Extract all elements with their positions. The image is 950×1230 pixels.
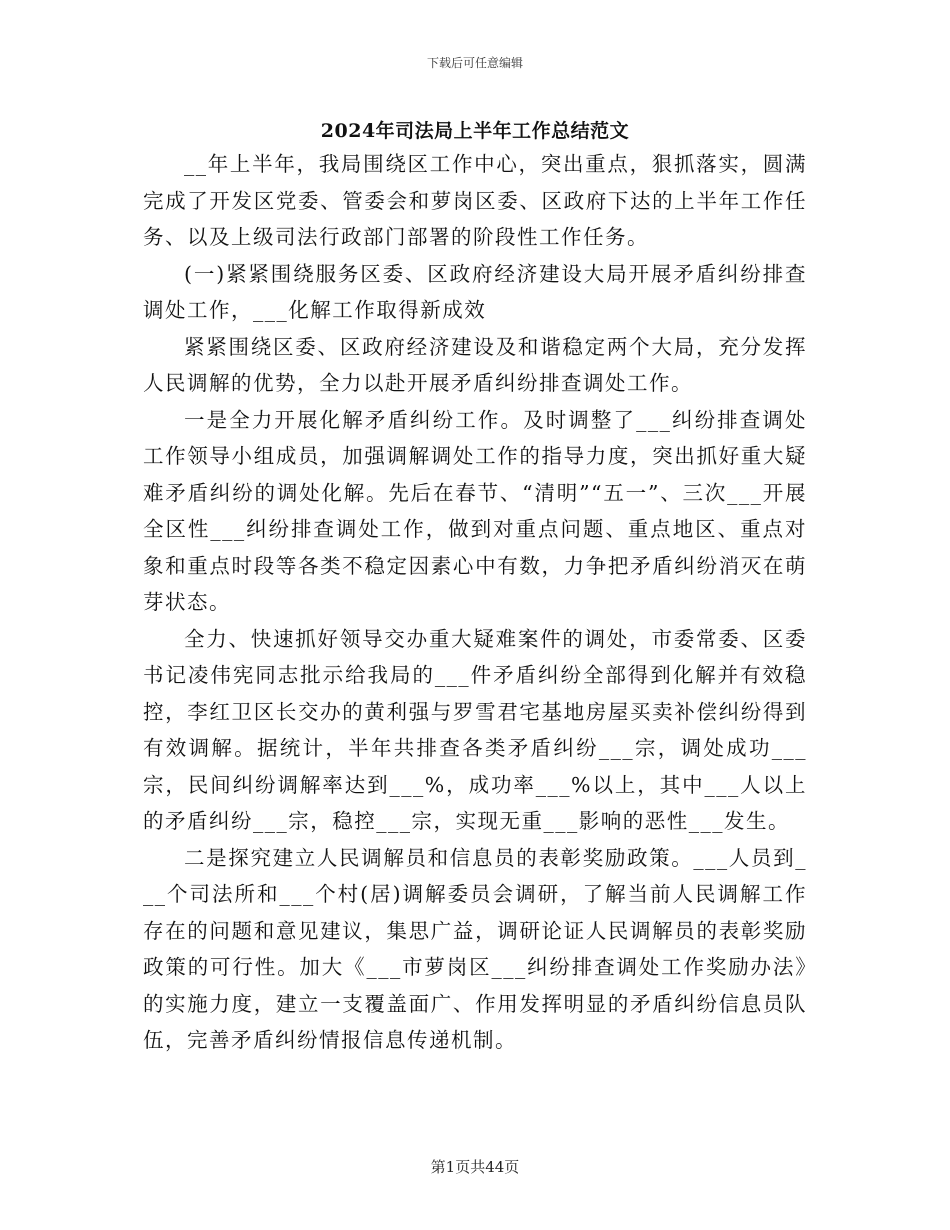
header-note: 下载后可任意编辑 xyxy=(426,56,523,70)
paragraph-intro: __年上半年，我局围绕区工作中心，突出重点，狠抓落实，圆满完成了开发区党委、管委会和萝岗区委、区政府下达的上半年工作任务、以及上级司法行政部门部署的阶段性工作任务。 xyxy=(143,152,807,249)
paragraph-overview: 紧紧围绕区委、区政府经济建设及和谐稳定两个大局，充分发挥人民调解的优势，全力以赴开展矛盾纠纷排查调处工作。 xyxy=(143,334,807,395)
page-number: 第1页共44页 xyxy=(430,1158,520,1176)
document-title: 2024年司法局上半年工作总结范文 xyxy=(320,120,630,142)
document-body xyxy=(143,146,807,1059)
paragraph-statistics: 全力、快速抓好领导交办重大疑难案件的调处，市委常委、区委书记凌伟宪同志批示给我局的___件矛盾纠纷全部得到化解并有效稳控，李红卫区长交办的黄利强与罗雪君宅基地房屋买卖补偿纠纷得到有效调解。据统计，半年共排查各类矛盾纠纷___宗，调处成功___宗，民间纠纷调解率达到___%，成功率___%以上，其中___人以上的矛盾纠纷___宗，稳控___宗，实现无重___影响的恶性___发生。 xyxy=(143,626,807,833)
paragraph-point-two: 二是探究建立人民调解员和信息员的表彰奖励政策。___人员到___个司法所和___个村(居)调解委员会调研，了解当前人民调解工作存在的问题和意见建议，集思广益，调研论证人民调解员的表彰奖励政策的可行性。加大《___市萝岗区___纠纷排查调处工作奖励办法》的实施力度，建立一支覆盖面广、作用发挥明显的矛盾纠纷信息员队伍，完善矛盾纠纷情报信息传递机制。 xyxy=(143,845,807,1052)
paragraph-point-one: 一是全力开展化解矛盾纠纷工作。及时调整了___纠纷排查调处工作领导小组成员，加强调解调处工作的指导力度，突出抓好重大疑难矛盾纠纷的调处化解。先后在春节、“清明”“五一”、三次___开展全区性___纠纷排查调处工作，做到对重点问题、重点地区、重点对象和重点时段等各类不稳定因素心中有数，力争把矛盾纠纷消灭在萌芽状态。 xyxy=(143,407,807,614)
paragraph-section-heading: (一)紧紧围绕服务区委、区政府经济建设大局开展矛盾纠纷排查调处工作，___化解工作取得新成效 xyxy=(143,261,807,322)
